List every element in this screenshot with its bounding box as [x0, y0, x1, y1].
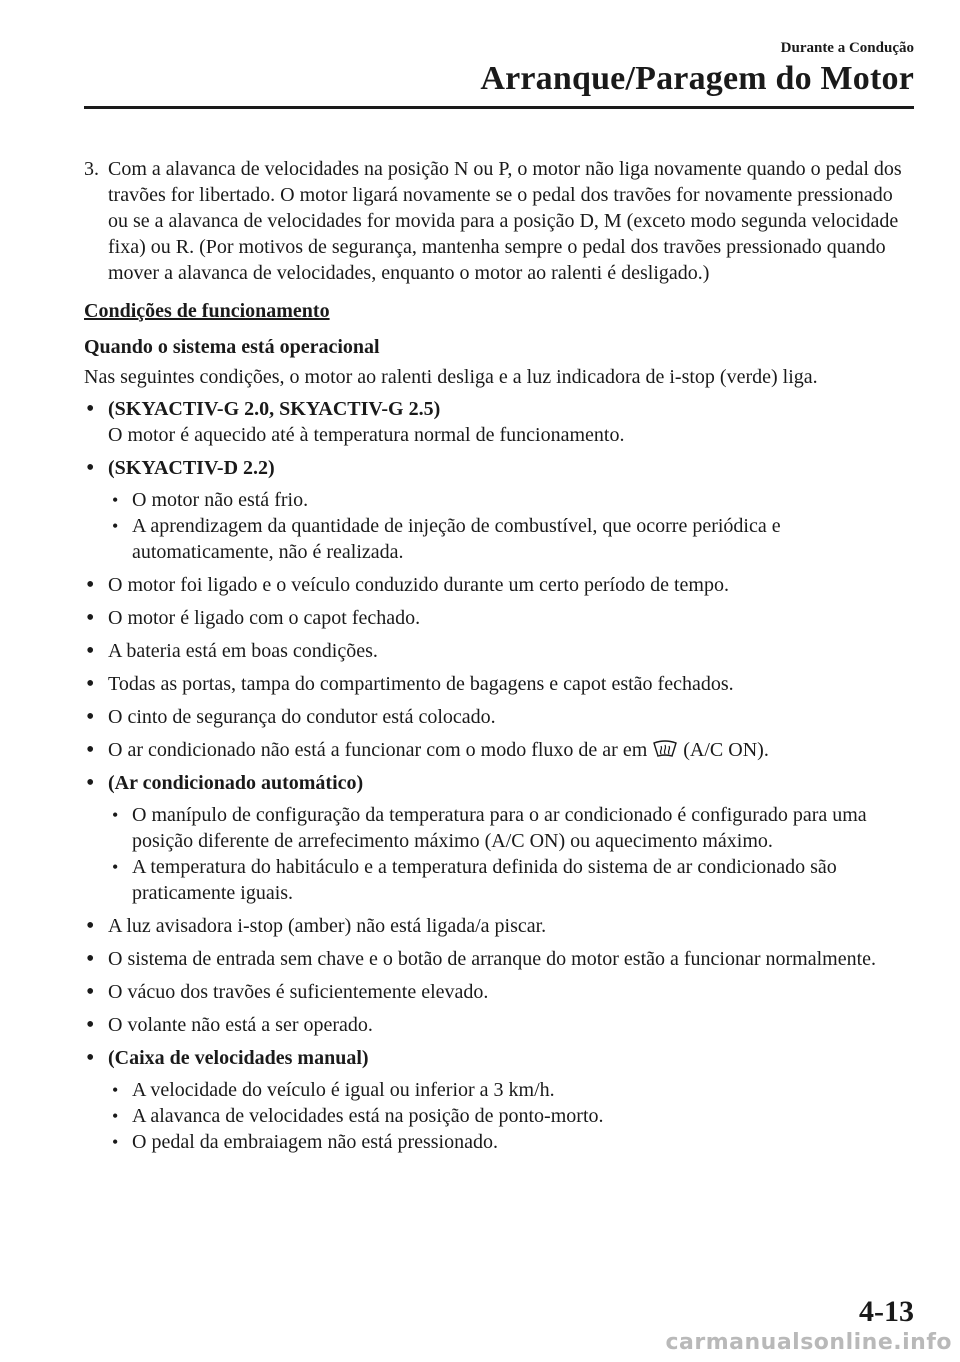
bullet-icon: •	[86, 979, 95, 1005]
watermark: carmanualsonline.info	[665, 1330, 952, 1355]
item-label: (SKYACTIV-D 2.2)	[108, 457, 275, 479]
small-bullet-icon: •	[112, 1080, 119, 1100]
item-text: O volante não está a ser operado.	[108, 1014, 373, 1036]
item-detail: O motor é aquecido até à temperatura normal de funcionamento.	[108, 424, 625, 446]
list-item	[84, 605, 916, 631]
list-item	[84, 1012, 916, 1038]
bullet-icon: •	[86, 638, 95, 664]
sub-item-text: A velocidade do veículo é igual ou inferior a 3 km/h.	[132, 1079, 555, 1101]
step-text: Com a alavanca de velocidades na posição N ou P, o motor não liga novamente quando o pedal dos travões for libertado. O motor ligará novamente se o pedal dos travões for novamente pressionado ou se a alavanca de velocidades for movida para a posição D, M (exceto modo segunda velocidade fixa) ou R. (Por motivos de segurança, mantenha sempre o pedal dos travões pressionado quando mover a alavanca de velocidades, enquanto o motor ao ralenti é desligado.)	[108, 158, 902, 284]
small-bullet-icon: •	[112, 857, 119, 877]
sub-list-item	[108, 854, 916, 906]
bullet-icon: •	[86, 1045, 95, 1071]
sub-list	[108, 1077, 916, 1155]
list-item	[84, 913, 916, 939]
bullet-icon: •	[86, 770, 95, 796]
bullet-icon: •	[86, 704, 95, 730]
bullet-icon: •	[86, 1012, 95, 1038]
step-3	[84, 156, 916, 286]
sub-item-text: A aprendizagem da quantidade de injeção de combustível, que ocorre periódica e automaticamente, não é realizada.	[132, 515, 781, 563]
bullet-icon: •	[86, 605, 95, 631]
list-item	[84, 638, 916, 664]
bullet-icon: •	[86, 455, 95, 481]
small-bullet-icon: •	[112, 805, 119, 825]
list-item	[84, 396, 916, 448]
sub-list	[108, 487, 916, 565]
list-item	[84, 455, 916, 565]
list-item	[84, 704, 916, 730]
list-item	[84, 737, 916, 763]
sub-list-item	[108, 1129, 916, 1155]
item-text: O ar condicionado não está a funcionar com o modo fluxo de ar em	[108, 739, 648, 761]
header-section-label: Durante a Condução	[780, 40, 914, 56]
item-text: O sistema de entrada sem chave e o botão de arranque do motor estão a funcionar normalmente.	[108, 948, 877, 970]
sub-item-text: A temperatura do habitáculo e a temperatura definida do sistema de ar condicionado são praticamente iguais.	[132, 856, 837, 904]
item-label: (Ar condicionado automático)	[108, 772, 364, 794]
sub-list	[108, 802, 916, 906]
item-text: A luz avisadora i-stop (amber) não está ligada/a piscar.	[108, 915, 547, 937]
header-divider	[84, 106, 914, 109]
intro-paragraph: Nas seguintes condições, o motor ao ralenti desliga e a luz indicadora de i-stop (verde) liga.	[84, 366, 818, 388]
item-text: A bateria está em boas condições.	[108, 640, 378, 662]
item-label: (Caixa de velocidades manual)	[108, 1047, 369, 1069]
list-item	[84, 946, 916, 972]
item-text: Todas as portas, tampa do compartimento de bagagens e capot estão fechados.	[108, 673, 734, 695]
item-text: O motor foi ligado e o veículo conduzido durante um certo período de tempo.	[108, 574, 729, 596]
small-bullet-icon: •	[112, 1106, 119, 1126]
bullet-icon: •	[86, 946, 95, 972]
bullet-icon: •	[86, 396, 95, 422]
section-heading: Condições de funcionamento	[84, 300, 330, 322]
list-item	[84, 572, 916, 598]
small-bullet-icon: •	[112, 1132, 119, 1152]
sub-item-text: O pedal da embraiagem não está pressionado.	[132, 1131, 498, 1153]
bullet-icon: •	[86, 572, 95, 598]
sub-item-text: O motor não está frio.	[132, 489, 309, 511]
sub-list-item	[108, 1103, 916, 1129]
page-content	[84, 156, 916, 1162]
item-text: (A/C ON).	[683, 739, 769, 761]
item-text: O motor é ligado com o capot fechado.	[108, 607, 421, 629]
bullet-icon: •	[86, 737, 95, 763]
sub-heading: Quando o sistema está operacional	[84, 336, 380, 358]
sub-list-item	[108, 487, 916, 513]
sub-item-text: A alavanca de velocidades está na posição de ponto-morto.	[132, 1105, 604, 1127]
sub-list-item	[108, 1077, 916, 1103]
sub-list-item	[108, 802, 916, 854]
small-bullet-icon: •	[112, 516, 119, 536]
sub-item-text: O manípulo de configuração da temperatura para o ar condicionado é configurado para uma posição diferente de arrefecimento máximo (A/C ON) ou aquecimento máximo.	[132, 804, 867, 852]
list-item	[84, 1045, 916, 1155]
small-bullet-icon: •	[112, 490, 119, 510]
item-text: O cinto de segurança do condutor está colocado.	[108, 706, 496, 728]
list-item	[84, 770, 916, 906]
list-item	[84, 671, 916, 697]
sub-list-item	[108, 513, 916, 565]
bullet-icon: •	[86, 913, 95, 939]
item-label: (SKYACTIV-G 2.0, SKYACTIV-G 2.5)	[108, 398, 441, 420]
list-item	[84, 979, 916, 1005]
windshield-defrost-icon	[652, 740, 678, 758]
bullet-icon: •	[86, 671, 95, 697]
page-title: Arranque/Paragem do Motor	[480, 60, 914, 97]
step-number: 3.	[84, 158, 99, 180]
page-number: 4-13	[859, 1295, 914, 1328]
item-text: O vácuo dos travões é suficientemente elevado.	[108, 981, 489, 1003]
conditions-list	[84, 396, 916, 1155]
